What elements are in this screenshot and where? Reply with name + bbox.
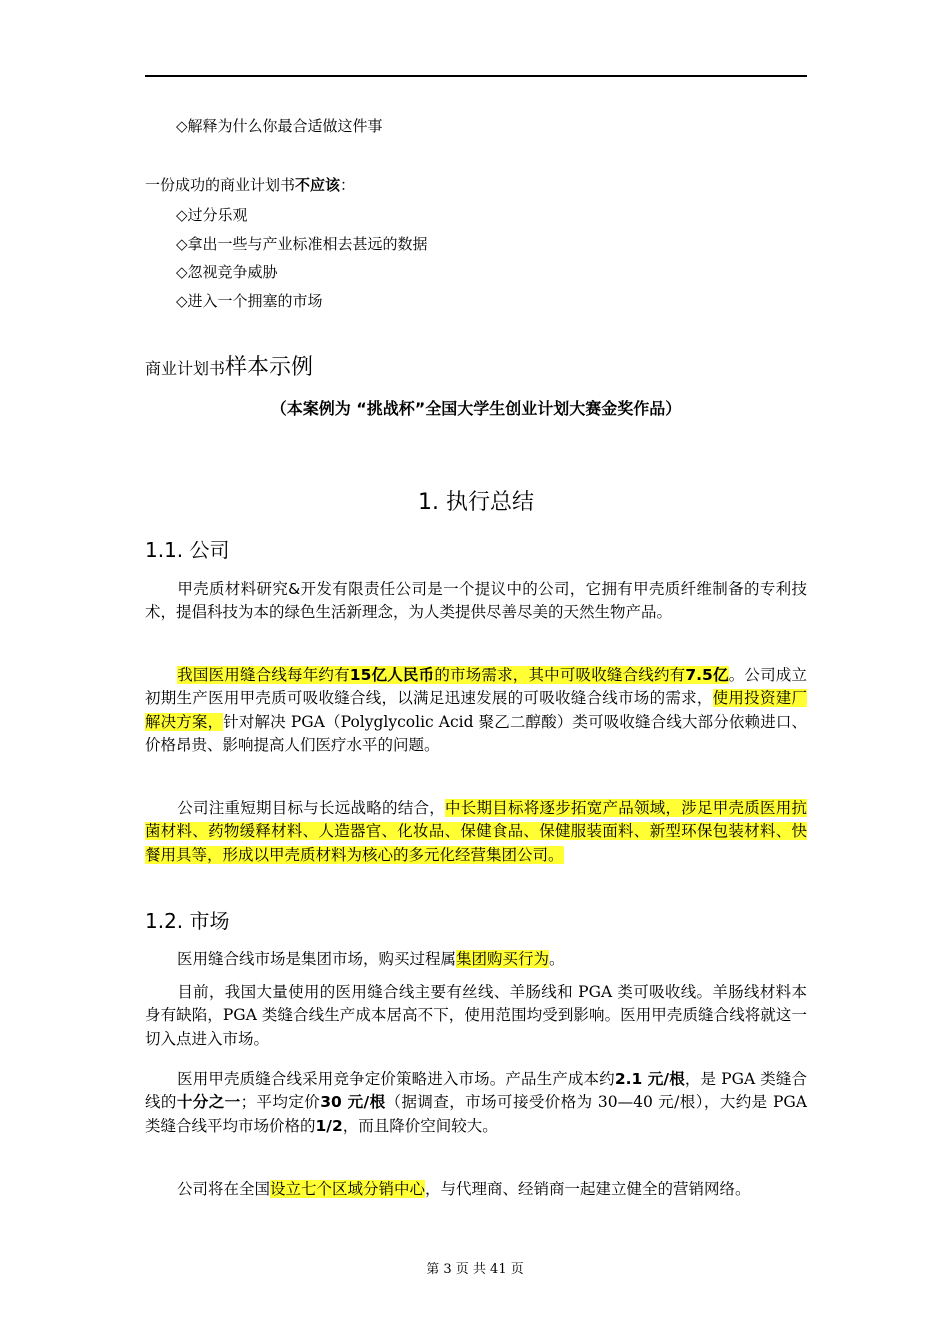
subsection-heading: 1.2. 市场: [145, 909, 230, 933]
paragraph: 目前，我国大量使用的医用缝合线主要有丝线、羊肠线和 PGA 类可吸收线。羊肠线材料本身有缺陷，PGA 类缝合线生产成本居高不下，使用范围均受到影响。医用甲壳质缝合线将就这一切入点进入市场。: [145, 983, 807, 1048]
bullet-item: ◇忽视竞争威胁: [176, 263, 278, 281]
header-rule: [145, 75, 807, 77]
paragraph: 甲壳质材料研究&开发有限责任公司是一个提议中的公司，它拥有甲壳质纤维制备的专利技术，提倡科技为本的绿色生活新理念，为人类提供尽善尽美的天然生物产品。: [145, 580, 807, 622]
page-footer: 第 3 页 共 41 页: [426, 1262, 524, 1277]
subsection-heading: 1.1. 公司: [145, 538, 230, 562]
paragraph: 公司将在全国设立七个区域分销中心，与代理商、经销商一起建立健全的营销网络。: [177, 1180, 751, 1198]
bullet-item: ◇拿出一些与产业标准相去甚远的数据: [176, 235, 428, 253]
paragraph: 医用缝合线市场是集团市场，购买过程属集团购买行为。: [177, 950, 565, 968]
bullet-item: ◇解释为什么你最合适做这件事: [176, 117, 383, 135]
should-not-intro: 一份成功的商业计划书不应该：: [145, 176, 356, 194]
sample-title: 商业计划书样本示例: [145, 355, 314, 380]
bullet-item: ◇进入一个拥塞的市场: [176, 292, 323, 310]
sample-subtitle: （本案例为 “挑战杯”全国大学生创业计划大赛金奖作品）: [270, 399, 682, 418]
section-heading: 1. 执行总结: [418, 490, 534, 515]
paragraph: 医用甲壳质缝合线采用竞争定价策略进入市场。产品生产成本约2.1 元/根，是 PGA 类缝合线的十分之一；平均定价30 元/根（据调查，市场可接受价格为 30—40 元/根），大约是 PGA 类缝合线平均市场价格的1/2，而且降价空间较大。: [145, 1070, 808, 1135]
bullet-item: ◇过分乐观: [176, 206, 248, 224]
paragraph: 我国医用缝合线每年约有15亿人民币的市场需求，其中可吸收缝合线约有7.5亿。公司成立初期生产医用甲壳质可吸收缝合线，以满足迅速发展的可吸收缝合线市场的需求，使用投资建厂解决方案，针对解决 PGA（Polyglycolic Acid 聚乙二醇酸）类可吸收缝合线大部分依赖进口、价格昂贵、影响提高人们医疗水平的问题。: [145, 666, 807, 754]
paragraph: 公司注重短期目标与长远战略的结合，中长期目标将逐步拓宽产品领域，涉足甲壳质医用抗菌材料、药物缓释材料、人造器官、化妆品、保健食品、保健服装面料、新型环保包装材料、快餐用具等，形成以甲壳质材料为核心的多元化经营集团公司。: [145, 799, 807, 864]
